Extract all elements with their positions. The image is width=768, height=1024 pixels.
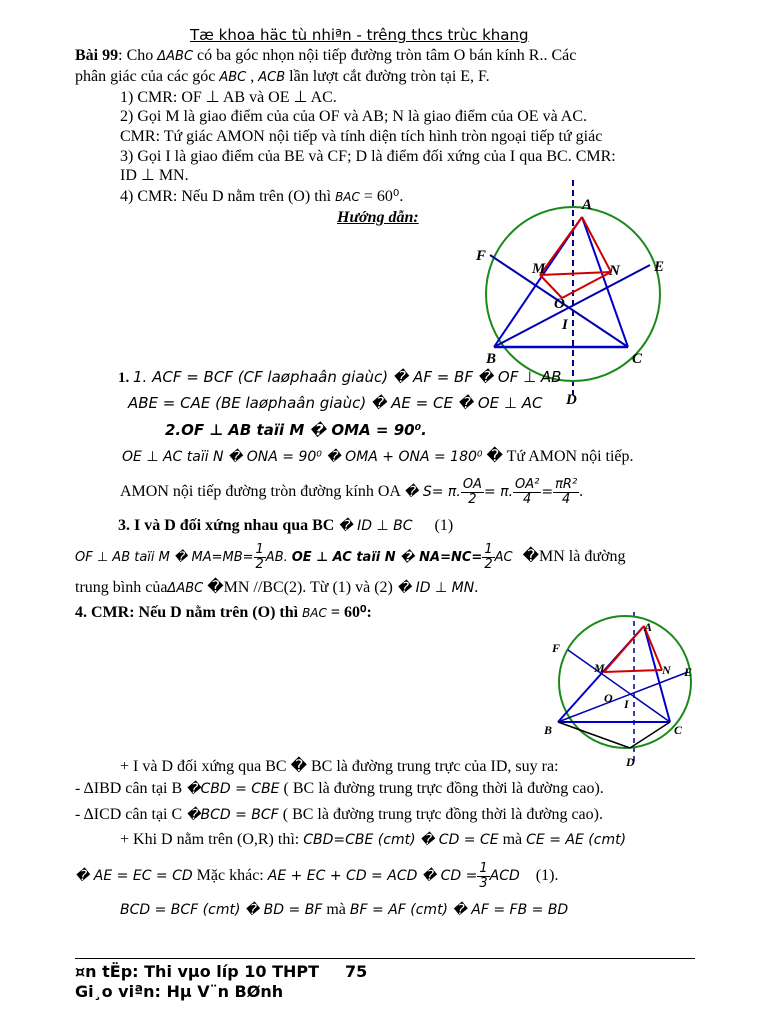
proof-line-4: + Khi D nằm trên (O,R) thì: CBD=CBE (cmt) � CD = CE mà CE = AE (cmt) xyxy=(120,831,627,848)
question-3-detail: ID ⊥ MN. xyxy=(120,167,189,184)
fig2-label: E xyxy=(684,665,693,679)
fig1-label: D xyxy=(566,392,577,408)
fig1-label: F xyxy=(476,248,487,264)
fig2-label: C xyxy=(674,723,683,737)
question-2-detail: CMR: Tứ giác AMON nội tiếp và tính diện tích hình tròn ngoại tiếp tứ giác xyxy=(120,128,603,145)
proof-line-2: - ΔIBD cân tại B �CBD = CBE ( BC là đường trung trực đồng thời là đường cao). xyxy=(75,780,604,797)
solution-2c: AMON nội tiếp đường tròn đường kính OA � S= π. $\frac{OA}{2}$ = π. $\frac{\text{OA²}}{4}$ = $\frac{\text{πR²}}{4}$ . xyxy=(120,477,584,507)
question-2: 2) Gọi M là giao điểm của của OF và AB; N là giao điểm của OE và AC. xyxy=(120,108,588,125)
page-number: 75 xyxy=(345,962,368,981)
fig2-label: M xyxy=(594,661,605,675)
footer-line-1: ¤n tËp: Thi vµo líp 10 THPT 75 xyxy=(75,962,368,981)
fig1-red-an xyxy=(582,217,611,272)
fig2-red-am xyxy=(604,626,644,672)
proof-line-5: � AE = EC = CD Mặc khác: AE + EC + CD = ACD � CD = $\frac{1}{3}$ ACD (1). xyxy=(75,861,559,891)
solution-3a: 3. I và D đối xứng nhau qua BC � ID ⊥ BC (1) xyxy=(118,517,454,534)
fig2-label: I xyxy=(624,697,629,711)
fig1-label: C xyxy=(632,351,643,367)
fig2-line-bd xyxy=(558,722,630,748)
footer-line-2: Gi¸o viªn: Hµ V¨n BØnh xyxy=(75,982,284,1001)
solution-2a: 2.OF ⊥ AB taïi M � OMA = 90⁰. xyxy=(165,421,427,439)
fig1-label: A xyxy=(582,197,593,213)
fig1-red-mn xyxy=(540,272,611,275)
fig1-label: E xyxy=(654,259,665,275)
proof-line-3: - ΔICD cân tại C �BCD = BCF ( BC là đường trung trực đồng thời là đường cao). xyxy=(75,806,603,823)
proof-line-1: + I và D đối xứng qua BC � BC là đường trung trực của ID, suy ra: xyxy=(120,758,559,775)
problem-line-1: Bài 99: Cho ΔABC có ba góc nhọn nội tiếp đường tròn tâm O bán kính R.. Các xyxy=(75,47,577,64)
solution-3b: OF ⊥ AB taïi M � MA=MB= $\frac{1}{2}$ AB. OE ⊥ AC taïi N � NA=NC= $\frac{1}{2}$ AC �MN là đường xyxy=(75,542,626,572)
fig1-red-no xyxy=(562,272,611,298)
fig1-side-ac xyxy=(582,217,628,347)
solution-1a: 1. 1. ACF = BCF (CF laøphaân giaùc) � AF = BF � OF ⊥ AB xyxy=(118,368,562,386)
fig2-label: F xyxy=(552,641,561,655)
fig2-red-mn xyxy=(604,670,662,672)
proof-line-6: BCD = BCF (cmt) � BD = BF mà BF = AF (cmt) � AF = FB = BD xyxy=(120,901,569,918)
fig1-label: I xyxy=(562,317,568,333)
solution-4-heading: 4. CMR: Nếu D nằm trên (O) thì BAC = 60⁰: xyxy=(75,604,372,621)
solution-2b: OE ⊥ AC taïi N � ONA = 90⁰ � OMA + ONA = 180⁰ � Tứ AMON nội tiếp. xyxy=(122,448,634,465)
question-1: 1) CMR: OF ⊥ AB và OE ⊥ AC. xyxy=(120,89,337,106)
fig2-label: N xyxy=(662,663,671,677)
fig1-label: N xyxy=(609,263,620,279)
figure-2-diagram xyxy=(538,612,698,770)
problem-line-2: phân giác của các góc ABC , ACB lần lượt cắt đường tròn tại E, F. xyxy=(75,68,490,85)
fig2-label: O xyxy=(604,691,613,705)
question-4: 4) CMR: Nếu D nằm trên (O) thì BAC = 60⁰. xyxy=(120,188,404,205)
question-3: 3) Gọi I là giao điểm của BE và CF; D là điểm đối xứng của I qua BC. CMR: xyxy=(120,148,616,165)
solution-1b: ABE = CAE (BE laøphaân giaùc) � AE = CE � OE ⊥ AC xyxy=(128,394,543,412)
guide-heading: Hướng dẫn: xyxy=(337,209,419,226)
fig2-label: B xyxy=(544,723,553,737)
fig1-label: M xyxy=(532,261,546,277)
solution-3c: trung bình củaΔABC �MN //BC(2). Từ (1) và (2) � ID ⊥ MN. xyxy=(75,579,479,596)
fig1-label: O xyxy=(554,296,565,312)
fig2-line-cf xyxy=(568,650,670,722)
fig1-red-am xyxy=(540,217,582,275)
fig2-label: D xyxy=(626,755,635,769)
footer-divider xyxy=(75,958,695,959)
problem-label: Bài 99 xyxy=(75,47,119,64)
fig2-circle xyxy=(559,616,691,748)
fig1-label: B xyxy=(486,351,497,367)
fig2-label: A xyxy=(644,620,653,634)
page-header: Tæ khoa häc tù nhiªn - trêng thcs trùc khang xyxy=(190,26,529,44)
